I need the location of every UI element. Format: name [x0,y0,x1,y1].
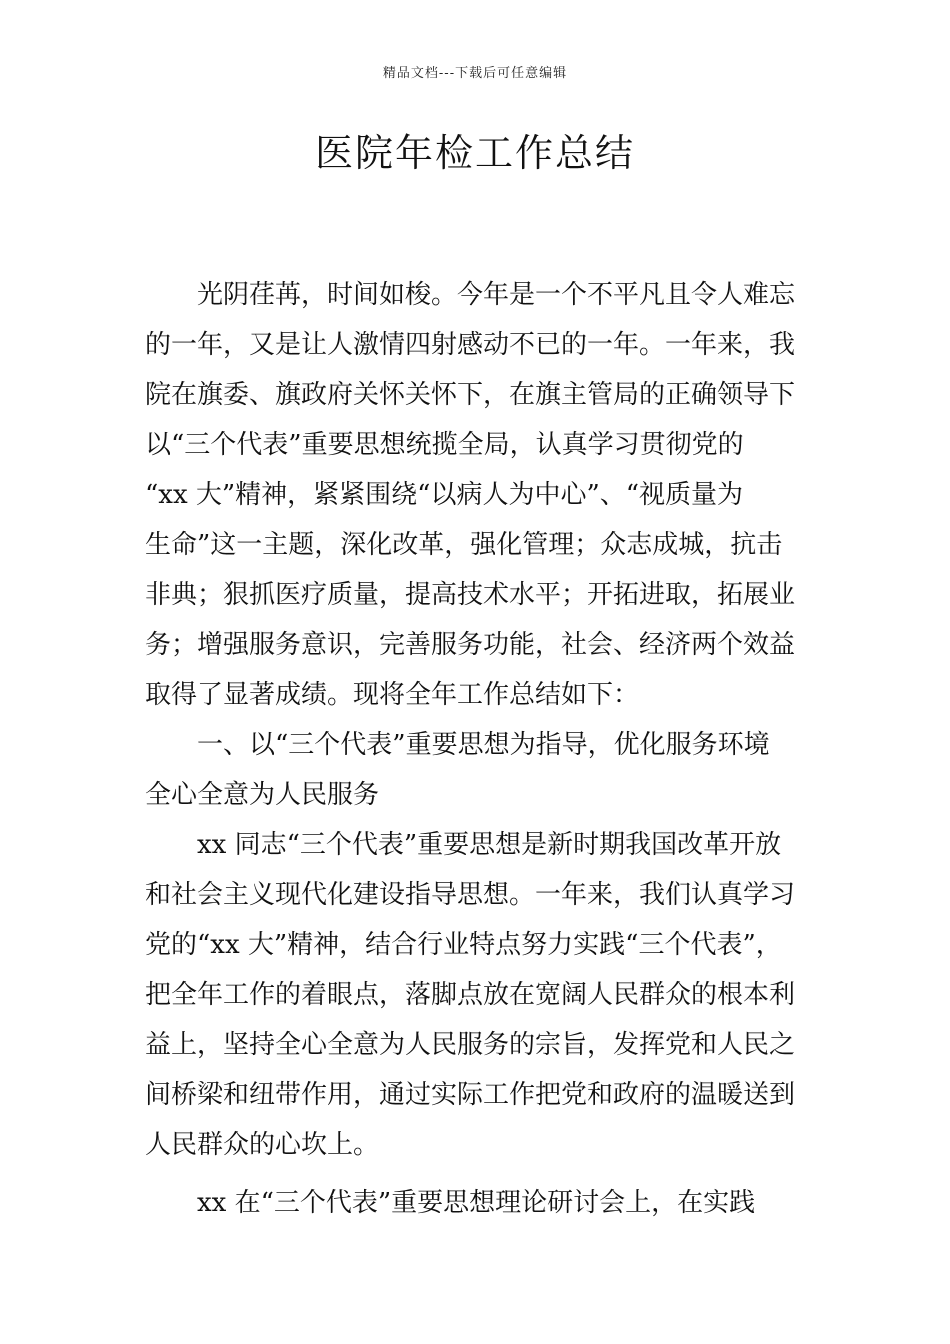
paragraph-line: “xx 大”精神，紧紧围绕“以病人为中心”、“视质量为 [145,480,744,510]
section-heading-line: 一、以“三个代表”重要思想为指导，优化服务环境 [197,730,770,760]
section-heading-line: 全心全意为人民服务 [145,780,380,810]
paragraph-gap [145,1170,845,1178]
paragraph-line: 间桥梁和纽带作用，通过实际工作把党和政府的温暖送到 [145,1080,796,1110]
paragraph-line: 和社会主义现代化建设指导思想。一年来，我们认真学习 [145,880,796,910]
document-title: 医院年检工作总结 [314,131,635,175]
paragraph-line: 把全年工作的着眼点，落脚点放在宽阔人民群众的根本利 [145,980,796,1010]
paragraph-line: 党的“xx 大”精神，结合行业特点努力实践“三个代表”， [145,930,782,960]
header-note: 精品文档---下载后可任意编辑 [382,66,568,81]
paragraph-line: xx 在“三个代表”重要思想理论研讨会上，在实践 [197,1188,756,1218]
paragraph-line: 益上，坚持全心全意为人民服务的宗旨，发挥党和人民之 [145,1030,796,1060]
paragraph-line: 务；增强服务意识，完善服务功能，社会、经济两个效益 [145,630,796,660]
paragraph-line: 非典；狠抓医疗质量，提高技术水平；开拓进取，拓展业 [145,580,796,610]
paragraph-line: 光阴荏苒，时间如梭。今年是一个不平凡且令人难忘 [197,280,796,310]
paragraph-line: 院在旗委、旗政府关怀关怀下，在旗主管局的正确领导下 [145,380,796,410]
paragraph-line: xx 同志“三个代表”重要思想是新时期我国改革开放 [197,830,782,860]
paragraph-line: 生命”这一主题，深化改革，强化管理；众志成城，抗击 [145,530,783,560]
document-body [145,270,845,1228]
paragraph-line: 取得了显著成绩。现将全年工作总结如下： [145,680,640,710]
paragraph-line: 的一年，又是让人激情四射感动不已的一年。一年来，我 [145,330,796,360]
paragraph-line: 人民群众的心坎上。 [145,1130,380,1160]
paragraph-line: 以“三个代表”重要思想统揽全局，认真学习贯彻党的 [145,430,744,460]
